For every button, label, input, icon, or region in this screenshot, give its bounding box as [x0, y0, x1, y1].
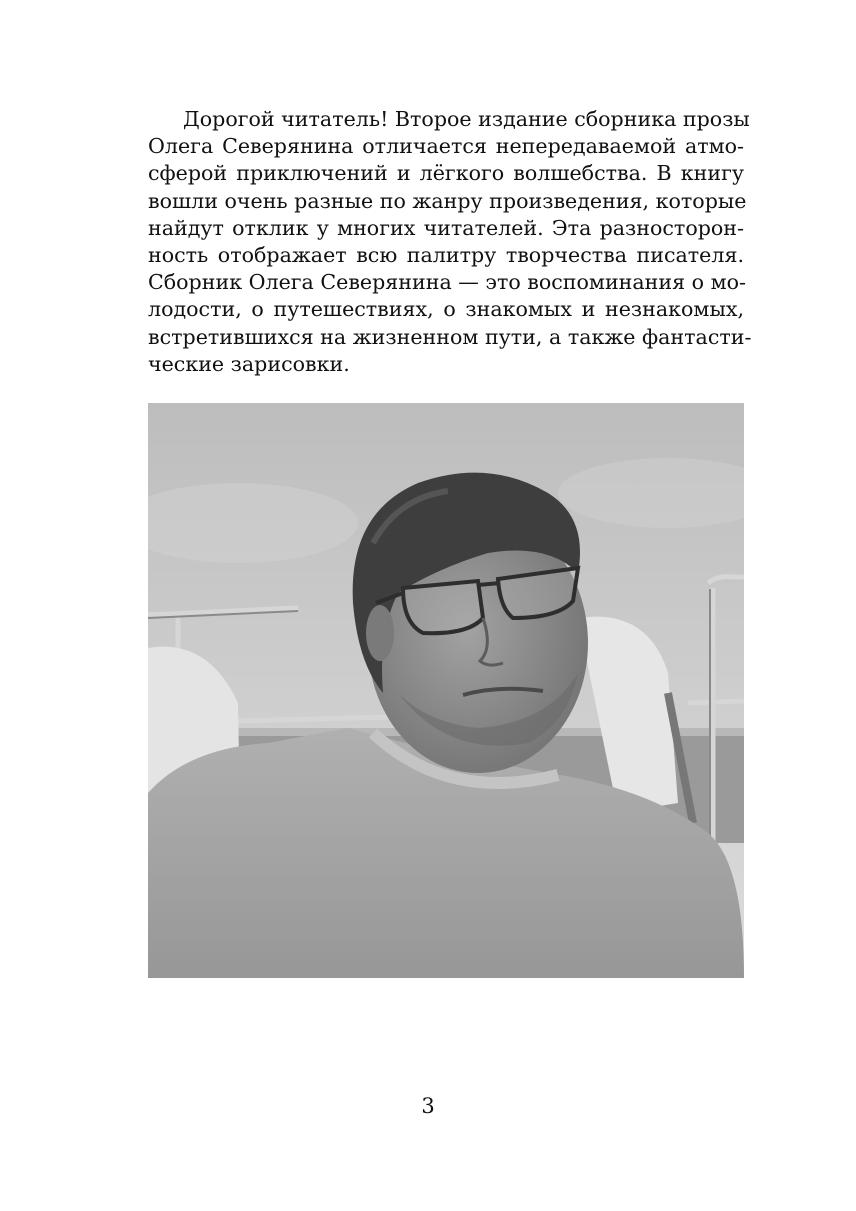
- paragraph-line: Олега Северянина отличается непередаваемой атмо-: [148, 134, 744, 159]
- paragraph-line: сферой приключений и лёгкого волшебства. В книгу: [148, 161, 744, 186]
- paragraph-line: вошли очень разные по жанру произведения, которые: [148, 188, 747, 213]
- paragraph-line: лодости, о путешествиях, о знакомых и незнакомых,: [148, 297, 744, 322]
- author-photo-illustration: [148, 403, 744, 978]
- author-photo: [148, 403, 744, 978]
- body-paragraph: [148, 106, 752, 378]
- paragraph-line: Дорогой читатель! Второе издание сборника прозы: [183, 107, 750, 131]
- paragraph-line: найдут отклик у многих читателей. Эта разносторон-: [148, 215, 744, 240]
- paragraph-line: ческие зарисовки.: [148, 351, 350, 376]
- paragraph-line: Сборник Олега Северянина — это воспоминания о мо-: [148, 270, 746, 295]
- paragraph-line: встретившихся на жизненном пути, а также фантасти-: [148, 324, 752, 349]
- page-number: 3: [421, 1094, 435, 1118]
- paragraph-line: ность отображает всю палитру творчества писателя.: [148, 243, 744, 268]
